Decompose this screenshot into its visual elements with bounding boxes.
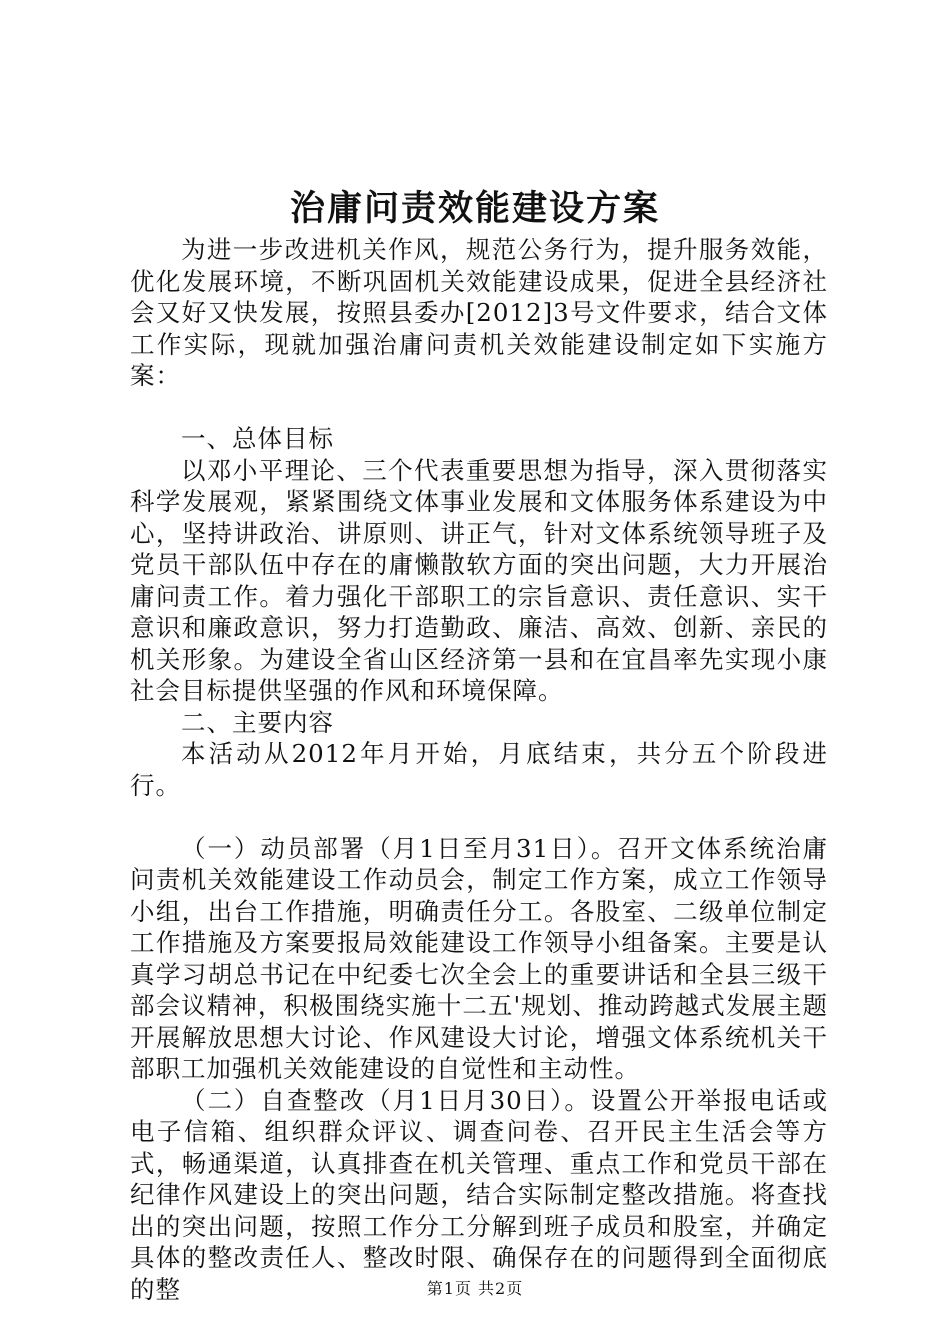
page-footer: 第1页 共2页 (426, 1279, 524, 1298)
section-heading-2: 二、主要内容 (181, 707, 334, 737)
section-body-1: 以邓小平理论、三个代表重要思想为指导，深入贯彻落实科学发展观，紧紧围绕文体事业发展和文体服务体系建设为中心，坚持讲政治、讲原则、讲正气，针对文体系统领导班子及党员干部队伍中存在的庸懒散软方面的突出问题，大力开展治庸问责工作。着力强化干部职工的宗旨意识、责任意识、实干意识和廉政意识，努力打造勤政、廉洁、高效、创新、亲民的机关形象。为建设全省山区经济第一县和在宜昌率先实现小康社会目标提供坚强的作风和环境保障。 (130, 455, 828, 705)
document-title: 治庸问责效能建设方案 (289, 188, 660, 229)
document-body (130, 234, 828, 1305)
intro-paragraph: 为进一步改进机关作风，规范公务行为，提升服务效能，优化发展环境，不断巩固机关效能建设成果，促进全县经济社会又好又快发展，按照县委办[2012]3号文件要求，结合文体工作实际，现就加强治庸问责机关效能建设制定如下实施方案： (130, 235, 828, 390)
section-body-2: 本活动从2012年月开始，月底结束，共分五个阶段进行。 (130, 739, 828, 800)
phase-paragraph-2: （二）自查整改（月1日月30日）。设置公开举报电话或电子信箱、组织群众评议、调查问卷、召开民主生活会等方式，畅通渠道，认真排查在机关管理、重点工作和党员干部在纪律作风建设上的突出问题，结合实际制定整改措施。将查找出的突出问题，按照工作分工分解到班子成员和股室，并确定具体的整改责任人、整改时限、确保存在的问题得到全面彻底的整 (130, 1085, 828, 1304)
section-heading-1: 一、总体目标 (181, 424, 334, 453)
phase-paragraph-1: （一）动员部署（月1日至月31日）。召开文体系统治庸问责机关效能建设工作动员会，制定工作方案，成立工作领导小组，出台工作措施，明确责任分工。各股室、二级单位制定工作措施及方案要报局效能建设工作领导小组备案。主要是认真学习胡总书记在中纪委七次全会上的重要讲话和全县三级干部会议精神，积极围绕实施十二五'规划、推动跨越式发展主题开展解放思想大讨论、作风建设大讨论，增强文体系统机关干部职工加强机关效能建设的自觉性和主动性。 (130, 833, 828, 1083)
